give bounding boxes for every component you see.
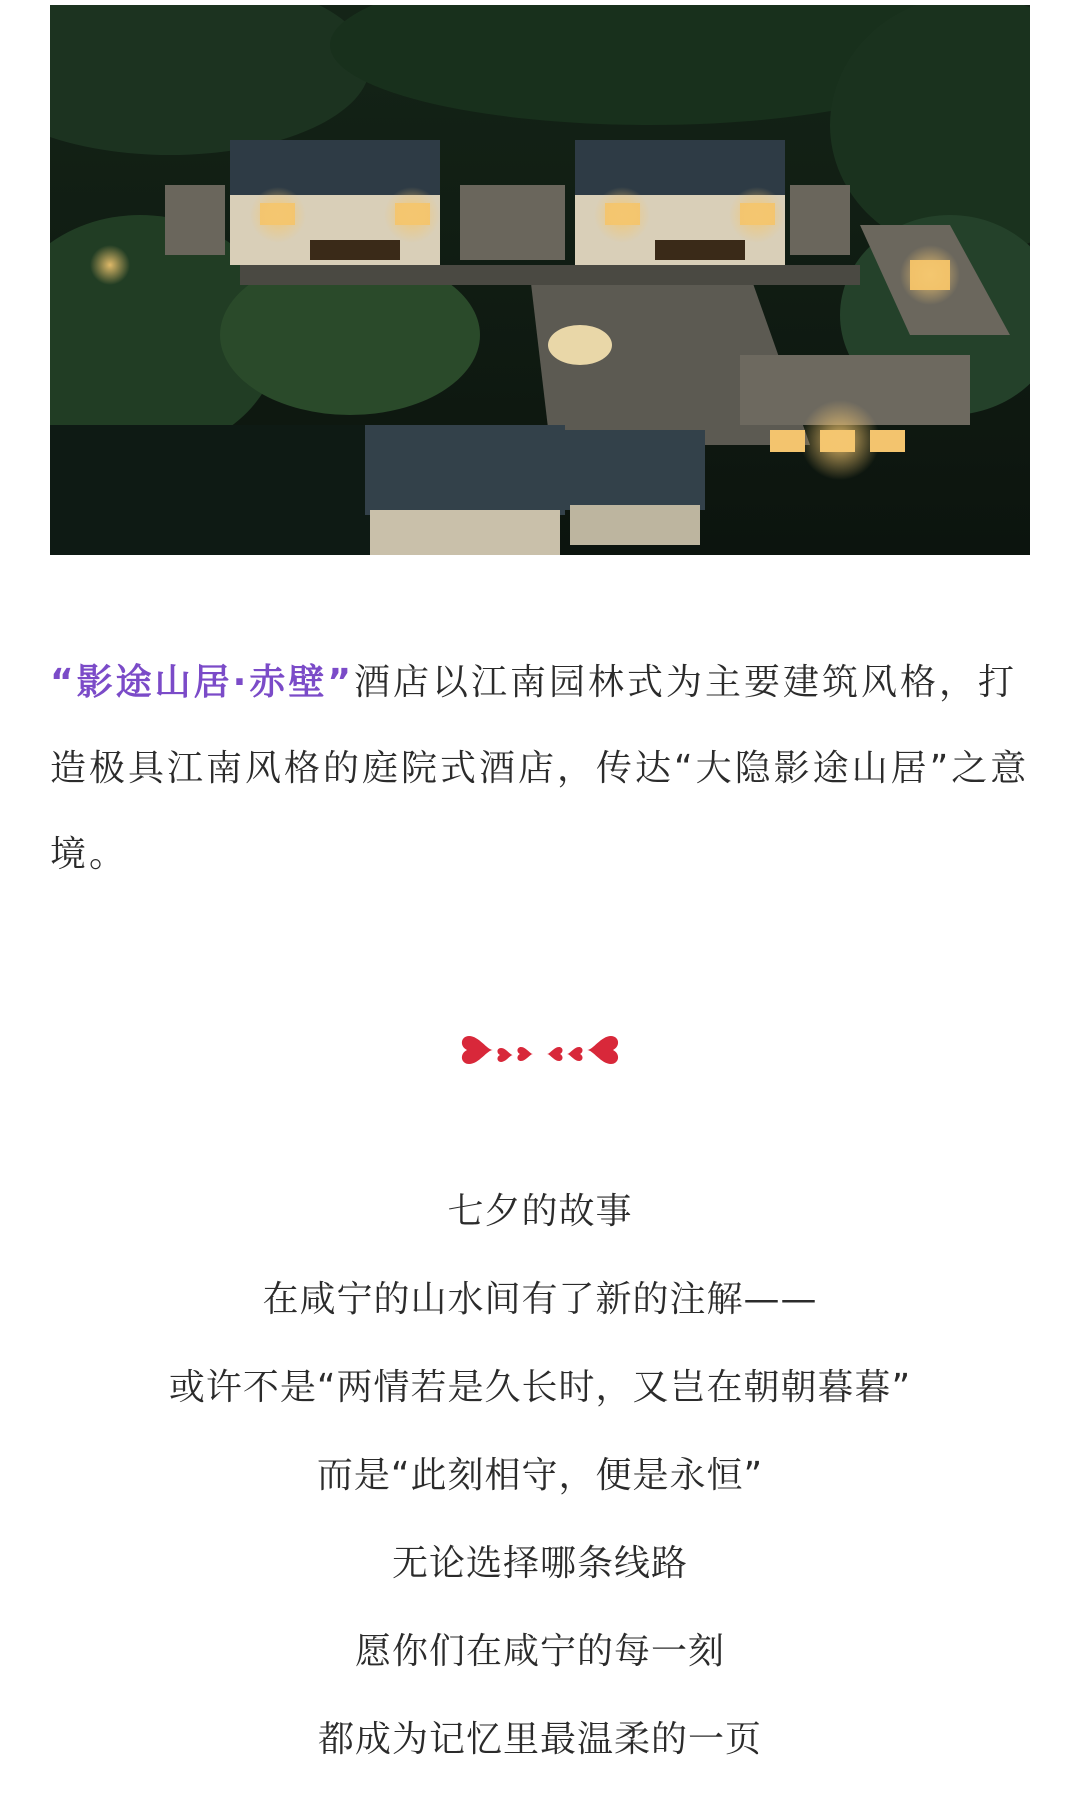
poem-line: 愿你们在咸宁的每一刻 (354, 1631, 725, 1672)
hotel-aerial-illustration (50, 5, 1030, 555)
poem-line: 或许不是“两情若是久长时，又岂在朝朝暮暮” (168, 1367, 912, 1408)
hotel-intro-paragraph (50, 640, 1030, 898)
poem-line: 都成为记忆里最温柔的一页 (317, 1719, 762, 1760)
hearts-divider-icon (0, 1030, 1080, 1080)
hotel-name-highlight: “影途山居·赤壁” (50, 662, 354, 703)
poem-line: 在咸宁的山水间有了新的注解—— (262, 1279, 818, 1320)
hotel-intro-text: 酒店以江南园林式为主要建筑风格，打造极具江南风格的庭院式酒店，传达“大隐影途山居”之意境。 (50, 662, 1030, 875)
poem-line: 七夕的故事 (447, 1191, 633, 1232)
hotel-aerial-photo (50, 5, 1030, 555)
poem-line: 而是“此刻相守，便是永恒” (316, 1455, 764, 1496)
poem-line: 无论选择哪条线路 (391, 1543, 688, 1584)
poem-lines (0, 1168, 1080, 1784)
